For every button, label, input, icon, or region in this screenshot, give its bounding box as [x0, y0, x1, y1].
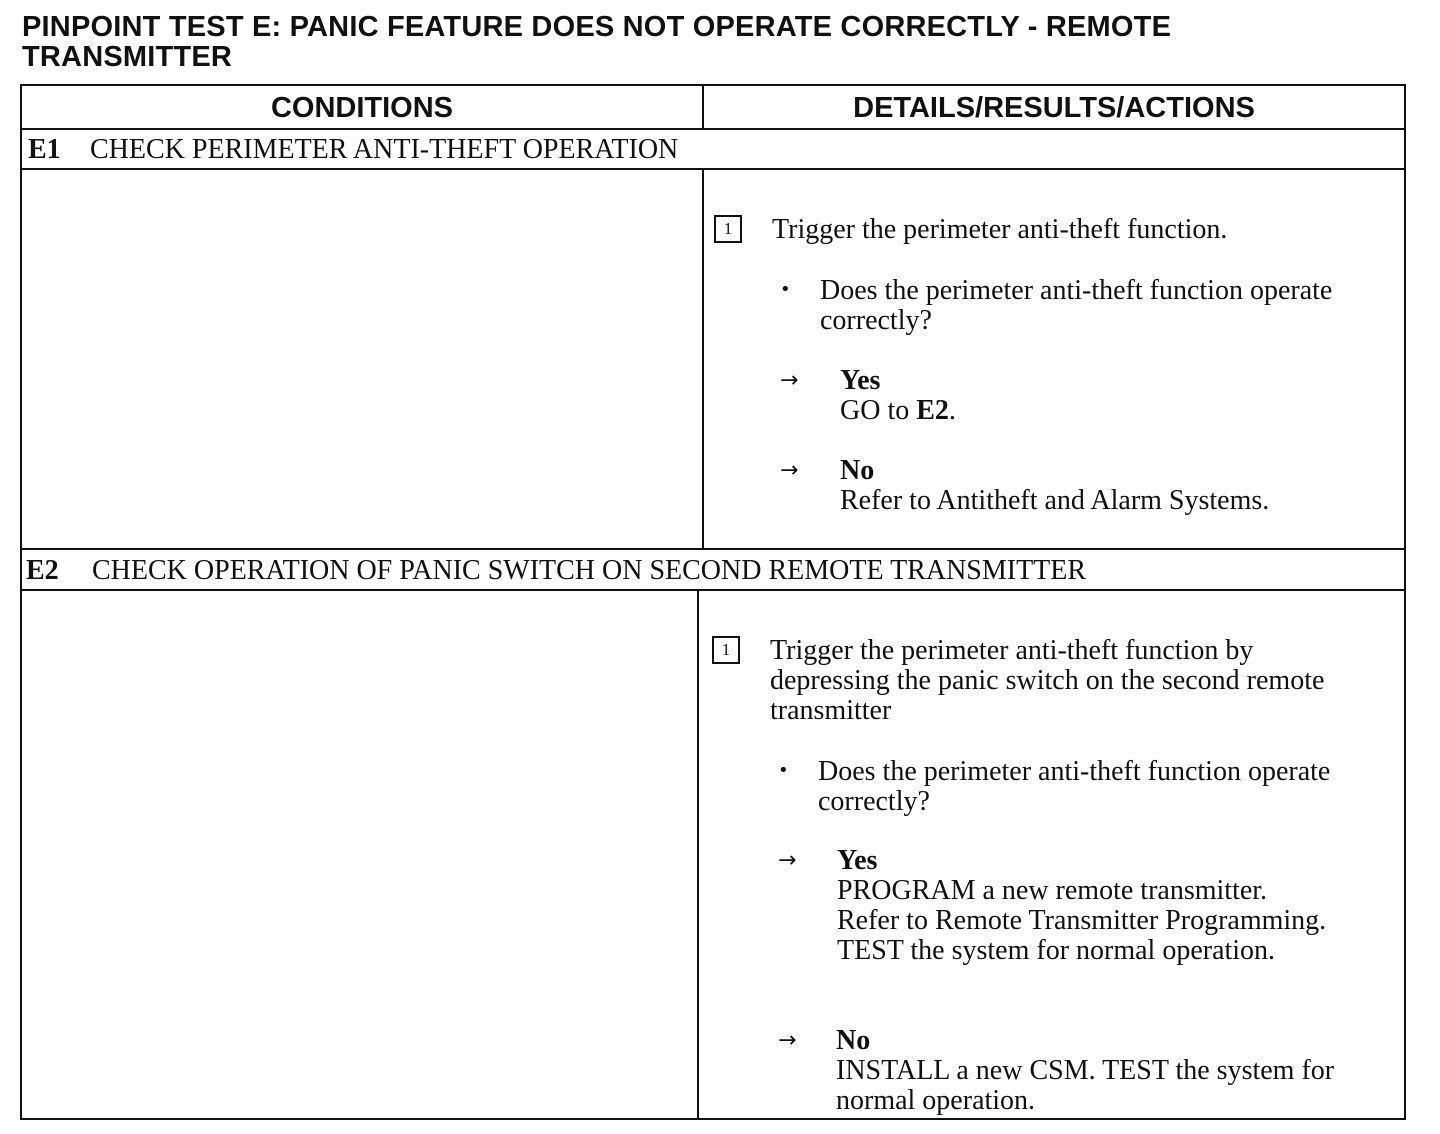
step-e1-yes-text-end: . [948, 395, 956, 426]
step-e2-yes-result [837, 846, 1326, 966]
step-e2-no-line: normal operation. [836, 1085, 1036, 1116]
step-e2-action-number-box: 1 [712, 636, 740, 664]
step-e1-question-line: Does the perimeter anti-theft function operate [820, 275, 1333, 306]
step-e2-question-line: correctly? [818, 786, 930, 817]
step-e1-yes-target: E2 [916, 395, 949, 426]
title-line-2: TRANSMITTER [22, 41, 233, 73]
step-e2-no-line: INSTALL a new CSM. TEST the system for [836, 1055, 1335, 1086]
conditions-header: CONDITIONS [270, 92, 454, 124]
step-e2-heading [26, 556, 1086, 586]
step-e1-action [772, 215, 1227, 245]
step-e2-action [770, 636, 1324, 726]
step-e2-title: CHECK OPERATION OF PANIC SWITCH ON SECOND REMOTE TRANSMITTER [92, 555, 1087, 586]
step-e2-id: E2 [26, 555, 59, 586]
e2-top-divider [20, 548, 1406, 550]
arrow-icon: → [780, 458, 799, 483]
step-e1-action-number-box: 1 [714, 215, 742, 243]
step-e2-action-line: Trigger the perimeter anti-theft function by [770, 635, 1254, 666]
step-e1-action-line: Trigger the perimeter anti-theft function. [772, 214, 1228, 245]
step-e1-no-text: Refer to Antitheft and Alarm Systems. [840, 485, 1270, 516]
step-e2-no-label: No [836, 1025, 871, 1056]
page-title [22, 12, 1402, 72]
step-e1-heading [28, 135, 678, 165]
step-e2-question-line: Does the perimeter anti-theft function operate [818, 756, 1331, 787]
details-header: DETAILS/RESULTS/ACTIONS [853, 92, 1255, 124]
step-e1-question-line: correctly? [820, 305, 932, 336]
step-e1-question [820, 276, 1332, 336]
step-e2-action-line: depressing the panic switch on the second remote [770, 665, 1325, 696]
step-e1-yes-label: Yes [840, 365, 881, 396]
e1-heading-divider [20, 168, 1406, 170]
step-e1-yes-text-part: GO to [840, 395, 917, 426]
e2-heading-divider [20, 589, 1406, 591]
step-e1-title: CHECK PERIMETER ANTI-THEFT OPERATION [90, 134, 679, 165]
bullet-icon: • [780, 279, 791, 300]
e1-column-divider [702, 168, 704, 550]
arrow-icon: → [778, 848, 797, 873]
bullet-icon: • [778, 760, 789, 781]
step-e2-yes-label: Yes [837, 845, 878, 876]
step-e1-yes-text [840, 396, 956, 426]
step-e2-no-result [836, 1026, 1334, 1116]
step-e2-question [818, 757, 1330, 817]
arrow-icon: → [780, 368, 799, 393]
step-e2-action-line: transmitter [770, 695, 892, 726]
step-e1-id: E1 [28, 134, 61, 165]
step-e2-yes-line: TEST the system for normal operation. [837, 935, 1276, 966]
title-line-1: PINPOINT TEST E: PANIC FEATURE DOES NOT OPERATE CORRECTLY - REMOTE [22, 11, 1172, 43]
step-e1-no-label: No [840, 455, 875, 486]
step-e2-yes-line: Refer to Remote Transmitter Programming. [837, 905, 1327, 936]
e2-column-divider [697, 589, 699, 1120]
step-e2-yes-line: PROGRAM a new remote transmitter. [837, 875, 1268, 906]
step-e1-yes-result [840, 366, 956, 426]
header-divider [20, 128, 1406, 130]
step-e1-no-result [840, 456, 1269, 516]
arrow-icon: → [778, 1028, 797, 1053]
